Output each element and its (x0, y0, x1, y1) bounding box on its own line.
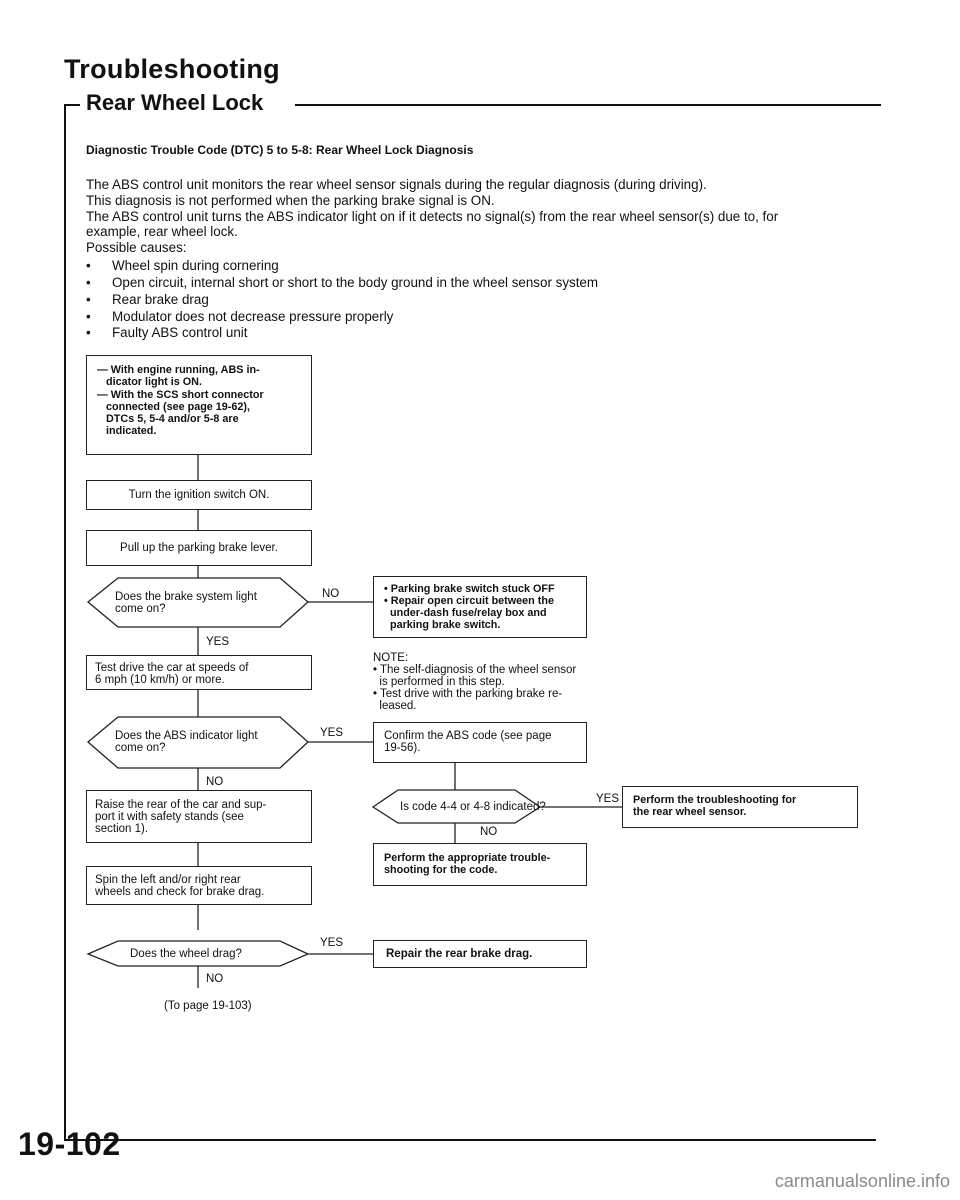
page-number: 19-102 (18, 1126, 121, 1162)
intro-line-1: The ABS control unit monitors the rear wheel sensor signals during the regular diagnosis (during driving). (86, 177, 707, 192)
step-parking-box: Pull up the parking brake lever. (86, 530, 312, 566)
no-label: NO (480, 826, 498, 838)
decision-abs-light-text: Does the ABS indicator light come on? (115, 730, 258, 754)
diagnosis-heading: Diagnostic Trouble Code (DTC) 5 to 5-8: Rear Wheel Lock Diagnosis (86, 143, 474, 157)
cause-item: • Wheel spin during cornering (86, 258, 279, 273)
yes-label: YES (320, 727, 344, 739)
no-label: NO (206, 776, 224, 788)
step-spin-box: Spin the left and/or right rear wheels and check for brake drag. (86, 866, 312, 905)
yes-label: YES (596, 793, 620, 805)
step-test-drive-box: Test drive the car at speeds of 6 mph (10 km/h) or more. (86, 655, 312, 690)
step-raise-box: Raise the rear of the car and sup- port it with safety stands (see section 1). (86, 790, 312, 843)
section-title: Rear Wheel Lock (86, 90, 264, 115)
start-condition-box: — With engine running, ABS in- dicator light is ON. — With the SCS short connector connected (see page 19-62), DTCs 5, 5-4 and/or 5-8 are indicated. (86, 355, 312, 455)
step-ignition-box: Turn the ignition switch ON. (86, 480, 312, 510)
repair-brake-drag-box: Repair the rear brake drag. (373, 940, 587, 968)
cause-item: • Modulator does not decrease pressure properly (86, 309, 394, 324)
test-drive-note: NOTE: • The self-diagnosis of the wheel sensor is performed in this step. • Test drive with the parking brake re- leased. (373, 652, 577, 712)
cause-item: • Faulty ABS control unit (86, 325, 248, 340)
intro-line-2: This diagnosis is not performed when the parking brake signal is ON. (86, 193, 495, 208)
cause-item: • Rear brake drag (86, 292, 209, 307)
page-title: Troubleshooting (64, 54, 280, 84)
intro-line-3: The ABS control unit turns the ABS indicator light on if it detects no signal(s) from the rear wheel sensor(s) due to, for (86, 209, 779, 224)
decision-brake-light-text: Does the brake system light come on? (115, 591, 257, 615)
to-next-page: (To page 19-103) (164, 1000, 252, 1012)
intro-line-4: example, rear wheel lock. (86, 224, 238, 239)
no-label: NO (206, 973, 224, 985)
parking-switch-result-box: • Parking brake switch stuck OFF • Repair open circuit between the under-dash fuse/relay box and parking brake switch. (373, 576, 587, 638)
yes-label: YES (206, 636, 230, 648)
decision-code-text: Is code 4-4 or 4-8 indicated? (400, 801, 546, 813)
possible-causes-label: Possible causes: (86, 240, 187, 255)
decision-drag-text: Does the wheel drag? (130, 948, 242, 960)
confirm-code-box: Confirm the ABS code (see page 19-56). (373, 722, 587, 763)
watermark: carmanualsonline.info (774, 1171, 950, 1191)
wheel-sensor-troubleshoot-box: Perform the troubleshooting for the rear wheel sensor. (622, 786, 858, 828)
no-label: NO (322, 588, 340, 600)
appropriate-troubleshoot-box: Perform the appropriate trouble- shooting for the code. (373, 843, 587, 886)
yes-label: YES (320, 937, 344, 949)
cause-item: • Open circuit, internal short or short to the body ground in the wheel sensor system (86, 275, 599, 290)
